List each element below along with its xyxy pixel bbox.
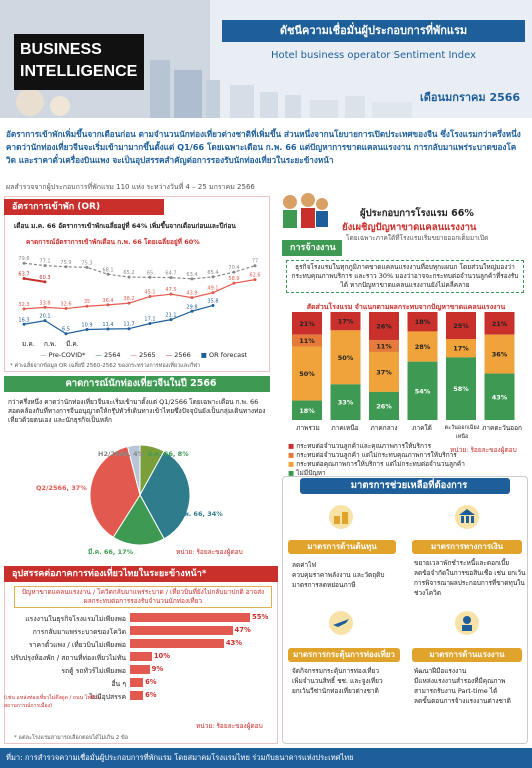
obstacles-heading: อุปสรรคต่อภาคการท่องเที่ยวไทยในระยะข้างหน้า* bbox=[4, 566, 278, 582]
bar-value-label: 26% bbox=[376, 322, 392, 331]
obstacle-label: อื่น ๆ bbox=[111, 680, 126, 688]
measure-tourism-list bbox=[292, 666, 402, 696]
data-label: 35 bbox=[83, 299, 91, 306]
occupancy-legend bbox=[40, 351, 270, 360]
pie-label-q2: Q2/2566, 37% bbox=[36, 484, 87, 492]
data-label: 70.4 bbox=[228, 265, 240, 272]
category-label: ภาคตะวันออก bbox=[482, 424, 522, 432]
obstacle-label: แรงงานในธุรกิจโรงแรมไม่เพียงพอ bbox=[25, 615, 126, 623]
pie-label-jan: ม.ค. 66, 8% bbox=[148, 450, 189, 458]
data-label: 77.1 bbox=[39, 258, 51, 265]
data-label: 75.9 bbox=[60, 259, 72, 266]
data-label: 58.9 bbox=[228, 276, 240, 283]
occupancy-note-2: คาดการณ์อัตราการเข้าพักเดือน ก.พ. 66 โดยเฉลี่ยอยู่ที่ 60% bbox=[26, 238, 200, 246]
obstacle-bar bbox=[130, 639, 224, 648]
obstacle-row bbox=[8, 664, 274, 676]
month-label: มี.ค. bbox=[66, 340, 79, 348]
occupancy-month-axis bbox=[10, 340, 268, 350]
obstacle-label: รถตู้ รถทัวร์ไม่เพียงพอ bbox=[61, 667, 126, 675]
occupancy-line-chart bbox=[10, 252, 266, 344]
legend-label: ไม่มีปัญหา bbox=[296, 469, 326, 477]
logo bbox=[14, 34, 144, 90]
category-label: ภาคใต้ bbox=[412, 424, 432, 432]
category-label: ภาพรวม bbox=[296, 424, 320, 432]
data-label: 65.2 bbox=[123, 270, 135, 277]
labor-badge-1: ผู้ประกอบการโรงแรม 66% bbox=[360, 208, 474, 219]
data-label: 29.8 bbox=[186, 304, 198, 311]
obstacle-label: ปรับปรุงห้องพัก / สถานที่ท่องเที่ยวไม่ทัน bbox=[10, 654, 126, 662]
series-line bbox=[24, 305, 213, 333]
data-label: 21.1 bbox=[165, 312, 177, 319]
data-label: 6.5 bbox=[62, 326, 70, 333]
chinese-note: กว่าครึ่งหนึ่ง คาดว่านักท่องเที่ยวจีนจะเริ่มเข้ามาตั้งแต่ Q1/2566 โดยเฉพาะเดือน ก.พ. 66 สอดคล้องกับที่ทางการจีนอนุญาตให้กรุ๊ปทัวร์เดินทางเข้าไทยซึ่งปัจจุบันยังเป็นกลุ่มเดินทางท่องเที่ยวด้วยตนเอง และนักธุรกิจเป็นหลัก bbox=[8, 398, 266, 424]
obstacle-value: 55% bbox=[252, 613, 269, 621]
measure-labor-title: มาตรการด้านแรงงาน bbox=[412, 648, 522, 662]
obstacle-value: 9% bbox=[151, 665, 164, 673]
data-label: 11.4 bbox=[102, 322, 114, 329]
data-label: 33.8 bbox=[39, 300, 51, 307]
bar-value-label: 18% bbox=[414, 318, 431, 327]
legend-forecast: ■ OR forecast bbox=[200, 351, 248, 359]
labor-chart-title: สัดส่วนโรงแรม จำแนกตามผลกระทบจากปัญหาขาดแคลนแรงงาน bbox=[306, 303, 506, 311]
data-label: 60.3 bbox=[39, 274, 51, 281]
measure-finance-list bbox=[414, 558, 526, 598]
coins-icon bbox=[328, 504, 354, 530]
bar-value-label: 25% bbox=[453, 322, 469, 330]
obstacle-value: 6% bbox=[145, 678, 157, 686]
list-item: มีแหล่งแรงงานสำรองที่มีคุณภาพ สามารถรับงาน Part-time ได้ bbox=[414, 677, 506, 695]
data-label: 11.7 bbox=[123, 321, 135, 328]
measure-labor-list bbox=[414, 666, 526, 706]
obstacle-value: 47% bbox=[234, 626, 251, 634]
pie-label-mar: มี.ค. 66, 17% bbox=[88, 548, 134, 556]
labor-category-axis bbox=[286, 424, 522, 438]
list-item: ลดขั้นตอนการจ้างแรงงานต่างชาติ bbox=[414, 697, 511, 705]
obstacle-row bbox=[8, 651, 274, 663]
bar-value-label: 36% bbox=[491, 350, 508, 359]
data-label: 38.2 bbox=[123, 296, 135, 303]
bar-value-label: 58% bbox=[453, 385, 469, 394]
legend-label: OR forecast bbox=[209, 351, 248, 359]
chinese-heading: คาดการณ์นักท่องเที่ยวจีนในปี 2566 bbox=[4, 376, 270, 392]
list-item: จัดกิจกรรมกระตุ้นการท่องเที่ยว bbox=[292, 667, 379, 675]
bar-value-label: 43% bbox=[491, 393, 508, 402]
obstacle-bar bbox=[130, 691, 143, 700]
bank-icon bbox=[454, 504, 480, 530]
list-item: ลดข้อจำกัดในการขอสินเชื่อ เช่น ยกเว้นการพิจารณาผลประกอบการที่ขาดทุนในช่วงโควิด bbox=[414, 569, 526, 597]
workers-icon bbox=[278, 190, 328, 240]
series-line bbox=[24, 263, 255, 279]
list-item: ยกเว้นวีซ่านักท่องเที่ยวต่างชาติ bbox=[292, 687, 379, 695]
obstacles-unit: หน่วย: ร้อยละของผู้ตอบ bbox=[196, 722, 263, 730]
legend-2564: — 2564 bbox=[95, 351, 121, 359]
legend-item: ■ กระทบต่อคุณภาพการให้บริการ แต่ไม่กระทบต่อจำนวนลูกค้า bbox=[288, 460, 465, 468]
month-label: ก.พ. bbox=[44, 340, 57, 348]
logo-line-1: BUSINESS bbox=[20, 41, 102, 58]
labor-unit: หน่วย: ร้อยละของผู้ตอบ bbox=[450, 446, 517, 454]
data-label: 45.1 bbox=[144, 289, 156, 296]
bar-value-label: 21% bbox=[491, 319, 508, 328]
pie-label-feb: ก.พ. 66, 34% bbox=[178, 510, 223, 518]
data-label: 75.3 bbox=[81, 260, 93, 267]
labor-badge-2: ยังเผชิญปัญหาขาดแคลนแรงงาน bbox=[342, 222, 477, 233]
data-label: 79.6 bbox=[18, 256, 30, 263]
data-label: 49.1 bbox=[207, 285, 219, 292]
data-label: 32.6 bbox=[60, 301, 72, 308]
list-item: ลดค่าไฟ bbox=[292, 561, 317, 569]
measure-tourism-title: มาตรการกระตุ้นการท่องเที่ยว bbox=[288, 648, 400, 662]
labor-stacked-bar-chart bbox=[286, 312, 522, 422]
legend-pre-covid: — Pre-COVID* bbox=[40, 351, 86, 359]
data-label: 32.3 bbox=[18, 301, 30, 308]
data-label: 77 bbox=[251, 258, 259, 265]
obstacle-row bbox=[8, 625, 274, 637]
bar-value-label: 37% bbox=[376, 368, 392, 377]
data-label: 62.6 bbox=[249, 272, 261, 279]
obstacle-row bbox=[8, 677, 274, 689]
data-label: 63.4 bbox=[186, 271, 198, 278]
bar-value-label: 50% bbox=[299, 370, 315, 379]
data-label: 36.4 bbox=[102, 297, 114, 304]
bar-value-label: 11% bbox=[299, 337, 315, 346]
worker-icon bbox=[454, 610, 480, 636]
data-label: 10.9 bbox=[81, 322, 93, 329]
series-line bbox=[24, 280, 255, 309]
footer-source: ที่มา: การสำรวจความเชื่อมั่นผู้ประกอบการที่พักแรม โดยสมาคมโรงแรมไทย ร่วมกับธนาคารแห่งประเทศไทย bbox=[0, 748, 532, 768]
data-label: 65 bbox=[146, 270, 154, 277]
list-item: ควบคุมราคาพลังงาน และวัตถุดิบ bbox=[292, 571, 385, 579]
obstacle-label: ไม่มีอุปสรรค bbox=[89, 693, 126, 701]
bar-value-label: 18% bbox=[299, 406, 315, 415]
bar-value-label: 28% bbox=[414, 343, 431, 352]
occupancy-heading: อัตราการเข้าพัก (OR) bbox=[4, 199, 164, 215]
bar-value-label: 50% bbox=[337, 353, 354, 362]
data-label: 65.4 bbox=[207, 269, 219, 276]
measure-cost-list bbox=[292, 560, 402, 590]
labor-note: ธุรกิจโรงแรมในทุกภูมิภาคขาดแคลนแรงงานที่อบทุกแผนก โดยส่วนใหญ่มองว่ากระทบคุณภาพบริการ และราว 30% มองว่าอาจจะกระทบต่อจำนวนลูกค้าที่รองรับได้ หากปัญหาขาดแคลนแรงงานยังไม่คลี่คลาย bbox=[286, 260, 524, 293]
bar-value-label: 17% bbox=[453, 344, 469, 353]
logo-line-2: INTELLIGENCE bbox=[20, 63, 138, 80]
obstacle-value: 10% bbox=[153, 652, 171, 660]
labor-badge-3: โดยเฉพาะภาคใต้ที่โรงแรมเริ่มขยายออกเต็มมาเปิด bbox=[346, 234, 489, 242]
chinese-unit: หน่วย: ร้อยละของผู้ตอบ bbox=[176, 548, 243, 556]
intro-text: อัตราการเข้าพักเพิ่มขึ้นจากเดือนก่อน ตามจำนวนนักท่องเที่ยวต่างชาติที่เพิ่มขึ้น ส่วนหนึ่งจากนโยบายการเปิดประเทศของจีน ซึ่งโรงแรมกว่าครึ่งหนึ่งคาดว่านักท่องเที่ยวจีนจะเริ่มเข้ามามากขึ้นตั้งแต่ Q1/66 โดยเฉพาะเดือน ก.พ. 66 แต่ปัญหาการขาดแคลนแรงงาน การกลับมาแพร่ระบาดของโควิด และราคาตั๋วเครื่องบินแพง จะเป็นอุปสรรคสำคัญต่อการรองรับนักท่องเที่ยวในระยะข้างหน้า bbox=[6, 129, 521, 165]
obstacles-footnote: * แต่ละโรงแรมสามารถเลือกตอบได้ไม่เกิน 2 ข้อ bbox=[14, 735, 129, 741]
obstacles-note: ปัญหาขาดแคลนแรงงาน / โควิดกลับมาแพร่ระบาด / เที่ยวบินที่ยังไม่กลับมาปกติ อาจส่งผลกระทบต่อการรองรับจำนวนนักท่องเที่ยว bbox=[14, 586, 272, 608]
legend-label: กระทบต่อคุณภาพการให้บริการ แต่ไม่กระทบต่อจำนวนลูกค้า bbox=[296, 460, 465, 468]
obstacle-row bbox=[8, 612, 274, 624]
measure-finance-title: มาตรการทางการเงิน bbox=[412, 540, 522, 554]
survey-source: ผลสำรวจจากผู้ประกอบการที่พักแรม 110 แห่ง ระหว่างวันที่ 4 – 25 มกราคม 2566 bbox=[6, 183, 255, 191]
obstacle-bar bbox=[130, 652, 152, 661]
bar-value-label: 21% bbox=[299, 319, 315, 328]
obstacle-row bbox=[8, 638, 274, 650]
category-label: ตะวันออกเฉียงเหนือ bbox=[444, 425, 480, 440]
legend-label: กระทบต่อจำนวนลูกค้า แต่ไม่กระทบคุณภาพการให้บริการ bbox=[296, 451, 457, 459]
data-label: 64.7 bbox=[165, 270, 177, 277]
legend-label: 2564 bbox=[104, 351, 121, 359]
obstacle-value: 6% bbox=[145, 691, 157, 699]
bar-value-label: 54% bbox=[414, 387, 431, 396]
bar-value-label: 11% bbox=[376, 342, 392, 351]
obstacle-label: การกลับมาแพร่ระบาดของโควิด bbox=[32, 628, 126, 636]
legend-item: ■ ไม่มีปัญหา bbox=[288, 469, 326, 477]
obstacle-bar bbox=[130, 678, 143, 687]
data-label: 43.9 bbox=[186, 290, 198, 297]
measure-cost-title: มาตรการด้านต้นทุน bbox=[288, 540, 396, 554]
category-label: ภาคกลาง bbox=[370, 424, 398, 432]
legend-label: กระทบต่อจำนวนลูกค้าและคุณภาพการให้บริการ bbox=[296, 442, 432, 450]
obstacle-bar bbox=[130, 613, 250, 622]
data-label: 20.1 bbox=[39, 313, 51, 320]
legend-label: 2566 bbox=[174, 351, 191, 359]
list-item: เพิ่มจำนวนสิทธิ์ ชช. และจูงเที่ยว bbox=[292, 677, 383, 685]
category-label: ภาคเหนือ bbox=[331, 424, 359, 432]
legend-item: ■ กระทบต่อจำนวนลูกค้า แต่ไม่กระทบคุณภาพการให้บริการ bbox=[288, 451, 457, 459]
list-item: ขยายเวลาพักชำระหนี้และดอกเบี้ย bbox=[414, 559, 510, 567]
bar-value-label: 33% bbox=[337, 398, 354, 407]
data-label: 63.7 bbox=[18, 271, 30, 278]
data-label: 35.8 bbox=[207, 298, 219, 305]
airplane-icon bbox=[328, 610, 354, 636]
measures-heading: มาตรการช่วยเหลือที่ต้องการ bbox=[300, 478, 510, 494]
legend-label: Pre-COVID* bbox=[48, 351, 86, 359]
page-title: ดัชนีความเชื่อมั่นผู้ประกอบการที่พักแรม bbox=[222, 20, 525, 42]
report-month: เดือนมกราคม 2566 bbox=[420, 91, 521, 104]
bar-value-label: 17% bbox=[337, 317, 354, 326]
legend-2566: — 2566 bbox=[165, 351, 191, 359]
obstacle-bar bbox=[130, 626, 233, 635]
labor-heading: การจ้างงาน bbox=[282, 240, 342, 256]
list-item: มาตรการลดหย่อนภาษี bbox=[292, 581, 356, 589]
data-label: 68.1 bbox=[102, 267, 114, 274]
occupancy-note-1: เดือน ม.ค. 66 อัตราการเข้าพักเฉลี่ยอยู่ที่ 64% เพิ่มขึ้นจากเดือนก่อนและปีก่อน bbox=[14, 222, 236, 230]
bar-value-label: 26% bbox=[376, 402, 392, 411]
data-label: 47.5 bbox=[165, 287, 177, 294]
legend-item: ■ กระทบต่อจำนวนลูกค้าและคุณภาพการให้บริการ bbox=[288, 442, 432, 450]
legend-label: 2565 bbox=[139, 351, 156, 359]
pie-label-h2: H2/2566, 4% bbox=[98, 450, 145, 458]
obstacle-bar bbox=[130, 665, 150, 674]
obstacle-label: ราคาตั๋วแพง / เที่ยวบินไม่เพียงพอ bbox=[29, 641, 126, 649]
month-label: ม.ค. bbox=[22, 340, 35, 348]
list-item: พัฒนาฝีมือแรงงาน bbox=[414, 667, 467, 675]
obstacles-other-note: (เช่น แหล่งท่องเที่ยวไม่ดึงดูด / ถนน ไฟฟ้า / สถานการณ์การเมือง) bbox=[4, 695, 102, 709]
data-label: 17.1 bbox=[144, 316, 156, 323]
data-label: 16.3 bbox=[18, 317, 30, 324]
obstacle-value: 43% bbox=[225, 639, 243, 647]
page-subtitle: Hotel business operator Sentiment Index bbox=[270, 50, 476, 61]
occupancy-footnote: * ค่าเฉลี่ยจากข้อมูล OR เฉลี่ยปี 2560-2562 ของกระทรวงการท่องเที่ยวและกีฬา bbox=[10, 363, 201, 369]
legend-2565: — 2565 bbox=[130, 351, 156, 359]
